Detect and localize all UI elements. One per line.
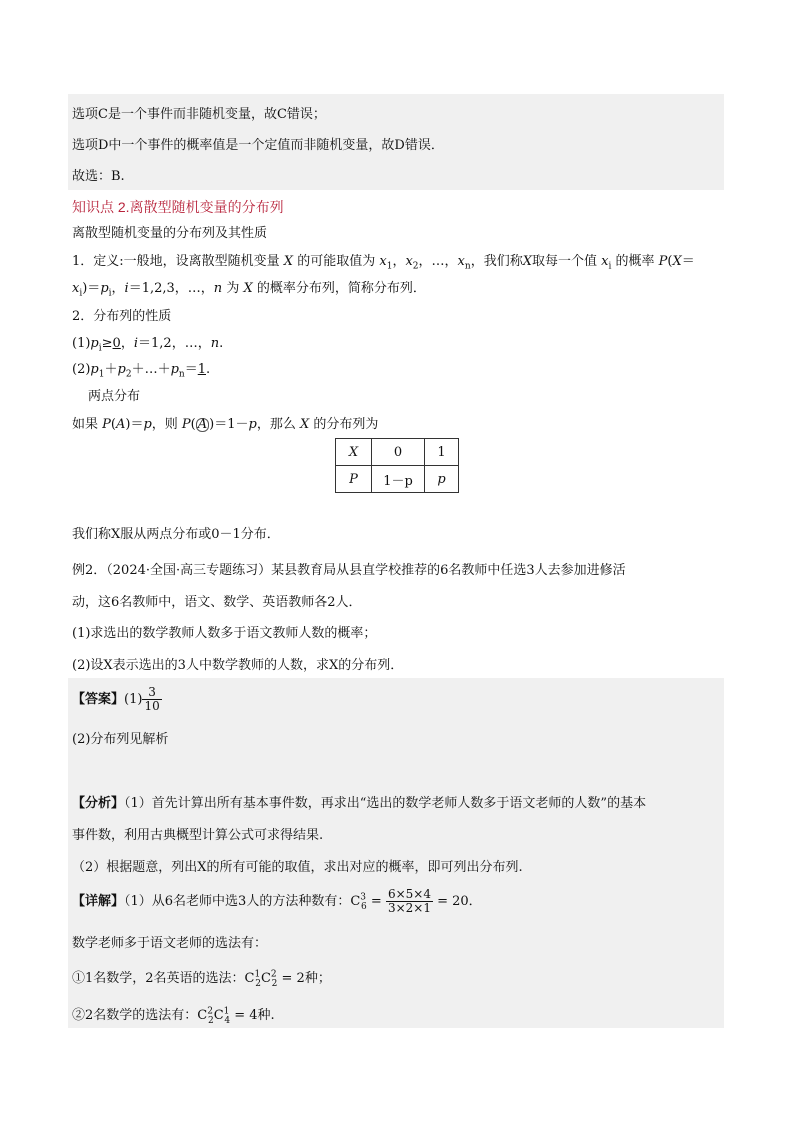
- analysis-line1: 【分析】（1）首先计算出所有基本事件数，再求出“选出的数学老师人数多于语文老师的人数”的基本: [72, 796, 647, 811]
- answer-fraction: $\frac{3}{10}$: [144, 685, 160, 713]
- detail-line4: ②2名数学的选法有：$C^2_2C^1_4 = 4$种.: [72, 1006, 275, 1026]
- analysis-line2: 事件数，利用古典概型计算公式可求得结果.: [72, 828, 324, 843]
- table-cell: P: [336, 466, 372, 493]
- two-point-table: [335, 438, 459, 493]
- answer-line: 【答案】(1) $\frac{3}{10}$: [72, 685, 160, 713]
- detail-line1: 【详解】（1）从6名老师中选3人的方法种数有：$C^3_6$ = $\frac{6\times 5\times 4}{3\times 2\times 1}$ = 20．: [72, 887, 482, 915]
- table-row: [336, 466, 459, 493]
- two-point-condition: 如果 P(A)＝p，则 P( A )＝1－p，那么 X 的分布列为: [72, 417, 379, 432]
- table-row: [336, 439, 459, 466]
- definition-line2: $x_i)=p_i$，i＝1,2,3，…，n 为 X 的概率分布列，简称分布列．: [72, 281, 426, 299]
- table-cell: 1－p: [372, 466, 425, 493]
- table-cell: X: [336, 439, 372, 466]
- knowledge-subtitle: 离散型随机变量的分布列及其性质: [72, 226, 268, 241]
- answer-part2: (2)分布列见解析: [72, 732, 169, 747]
- detail-line2: 数学老师多于语文老师的选法有：: [72, 936, 268, 951]
- property-title: 2．分布列的性质: [72, 309, 172, 324]
- example-line1: 例2．（2024·全国·高三专题练习）某县教育局从县直学校推荐的6名教师中任选3人去参加进修活: [72, 563, 626, 578]
- question-2: (2)设X表示选出的3人中数学教师的人数，求X的分布列．: [72, 658, 404, 673]
- table-cell: 1: [425, 439, 459, 466]
- two-point-heading: 两点分布: [88, 389, 141, 404]
- definition-line1: 1．定义:一般地，设离散型随机变量 X 的可能取值为 $x_1$，$x_2$，…，$x_n$，我们称X取每一个值 $x_i$ 的概率 P(X＝: [72, 254, 695, 272]
- property-2: $(2)p_1+p_2+\dots+p_n=1$.: [72, 362, 211, 380]
- analysis-line3: （2）根据题意，列出X的所有可能的取值，求出对应的概率，即可列出分布列.: [72, 860, 523, 875]
- example-line2: 动，这6名教师中，语文、数学、英语教师各2人．: [72, 595, 362, 610]
- detail-line3: ①1名数学，2名英语的选法：$C^1_2C^2_2 = 2$种；: [72, 969, 331, 989]
- combination-fraction: $\frac{6\times 5\times 4}{3\times 2\times 1}$: [387, 887, 431, 915]
- knowledge-title: 知识点 2.离散型随机变量的分布列: [72, 199, 284, 215]
- two-point-conclusion: 我们称X服从两点分布或0－1分布．: [72, 527, 280, 542]
- option-d-text: 选项D中一个事件的概率值是一个定值而非随机变量，故D错误．: [72, 138, 444, 153]
- table-cell: 0: [372, 439, 425, 466]
- option-c-text: 选项C是一个事件而非随机变量，故C错误；: [72, 107, 326, 122]
- property-1: $(1)p_i\ge 0$，i＝1,2，…，n.: [72, 336, 224, 354]
- choice-text: 故选：B.: [72, 169, 125, 184]
- question-1: (1)求选出的数学教师人数多于语文教师人数的概率；: [72, 626, 377, 641]
- table-cell: p: [425, 466, 459, 493]
